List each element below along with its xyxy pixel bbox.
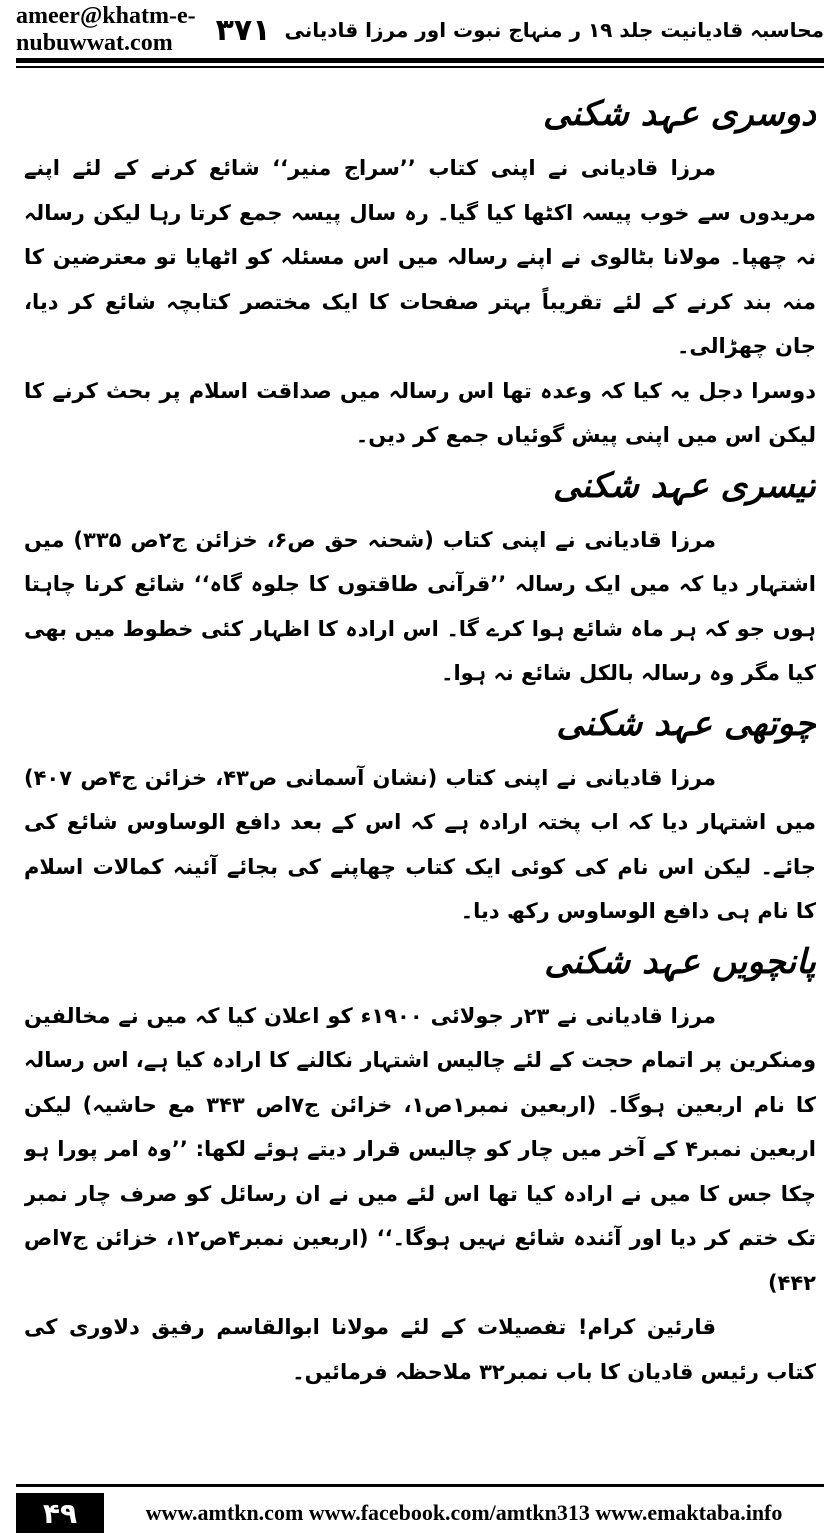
section-second-breach [24,86,816,458]
section-fifth-breach [24,934,816,1395]
header-page-number: ۳۷۱ [215,12,271,48]
header-rule-thin [16,66,824,68]
paragraph: مرزا قادیانی نے ۲۳ر جولائی ۱۹۰۰ء کو اعلان کیا کہ میں نے مخالفین ومنکرین پر اتمام حجت کے لئے چالیس اشتہار نکالنے کا ارادہ کیا ہے، اس رسالہ کا نام اربعین ہوگا۔ (اربعین نمبر۱ص۱، خزائن ج۷اص ۳۴۳ مع حاشیہ) لیکن اربعین نمبر۴ کے آخر میں چار کو چالیس قرار دیتے ہوئے لکھا: ’’وہ امر پورا ہو چکا جس کا میں نے ارادہ کیا تھا اس لئے میں نے ان رسائل کو صرف چار نمبر تک ختم کر دیا اور آئندہ شائع نہیں ہوگا۔‘‘ (اربعین نمبر۴ص۱۲، خزائن ج۷اص ۴۴۲) [24,1003,816,1295]
section-heading: پانچویں عہد شکنی [544,941,816,982]
page-header [16,3,824,56]
section-heading: دوسری عہد شکنی [542,94,816,134]
header-rule-thick [16,58,824,63]
header-book-title: محاسبہ قادیانیت جلد ۱۹ ر منہاج نبوت اور مرزا قادیانی [284,18,824,42]
paragraph: مرزا قادیانی نے اپنی کتاب (شحنہ حق ص۶، خزائن ج۲ص ۳۳۵) میں اشتہار دیا کہ میں ایک رسالہ ’’قرآنی طاقتوں کا جلوہ گاہ‘‘ شائع کرنا چاہتا ہوں جو کہ ہر ماہ شائع ہوا کرے گا۔ اس ارادہ کا اظہار کئی خطوط میں بھی کیا مگر وہ رسالہ بالکل شائع نہ ہوا۔ [24,527,816,685]
paragraph: قارئین کرام! تفصیلات کے لئے مولانا ابوالقاسم رفیق دلاوری کی کتاب رئیس قادیان کا باب نمبر۳۲ ملاحظہ فرمائیں۔ [24,1315,816,1384]
paragraph: مرزا قادیانی نے اپنی کتاب ’’سراج منیر‘‘ شائع کرنے کے لئے اپنے مریدوں سے خوب پیسہ اکٹھا کیا گیا۔ رہ سال پیسہ جمع کرتا رہا لیکن رسالہ نہ چھپا۔ مولانا بٹالوی نے اپنے رسالہ میں اس مسئلہ کو اٹھایا تو معترضین کا منہ بند کرنے کے لئے تقریباً بہتر صفحات کا ایک مختصر کتابچہ شائع کر دیا، جان چھڑالی۔ [24,156,816,358]
header-email: ameer@khatm-e-nubuwwat.com [16,3,196,56]
section-heading: چوتھی عہد شکنی [556,703,816,744]
paragraph: دوسرا دجل یہ کیا کہ وعدہ تھا اس رسالہ میں صداقت اسلام پر بحث کرنے کا لیکن اس میں اپنی پیش گوئیاں جمع کر دیں۔ [24,378,816,447]
section-heading: تیسری عہد شکنی [552,465,816,506]
page-footer [16,1492,824,1534]
header-title-group [216,13,824,48]
footer-page-number: ۴۹ [16,1493,104,1533]
footer-links: www.amtkn.com www.facebook.com/amtkn313 www.emaktaba.info [145,1500,783,1525]
section-fourth-breach [24,696,816,934]
page-body [24,86,816,1461]
footer-rule [16,1484,824,1487]
paragraph: مرزا قادیانی نے اپنی کتاب (نشان آسمانی ص۴۳، خزائن ج۴ص ۴۰۷) میں اشتہار دیا کہ اب پختہ ارادہ ہے کہ اس کے بعد دافع الوساوس شائع کی جائے۔ لیکن اس نام کی کوئی ایک کتاب چھاپنے کی بجائے آئینہ کمالات اسلام کا نام ہی دافع الوساوس رکھ دیا۔ [24,765,816,923]
section-third-breach [24,458,816,696]
